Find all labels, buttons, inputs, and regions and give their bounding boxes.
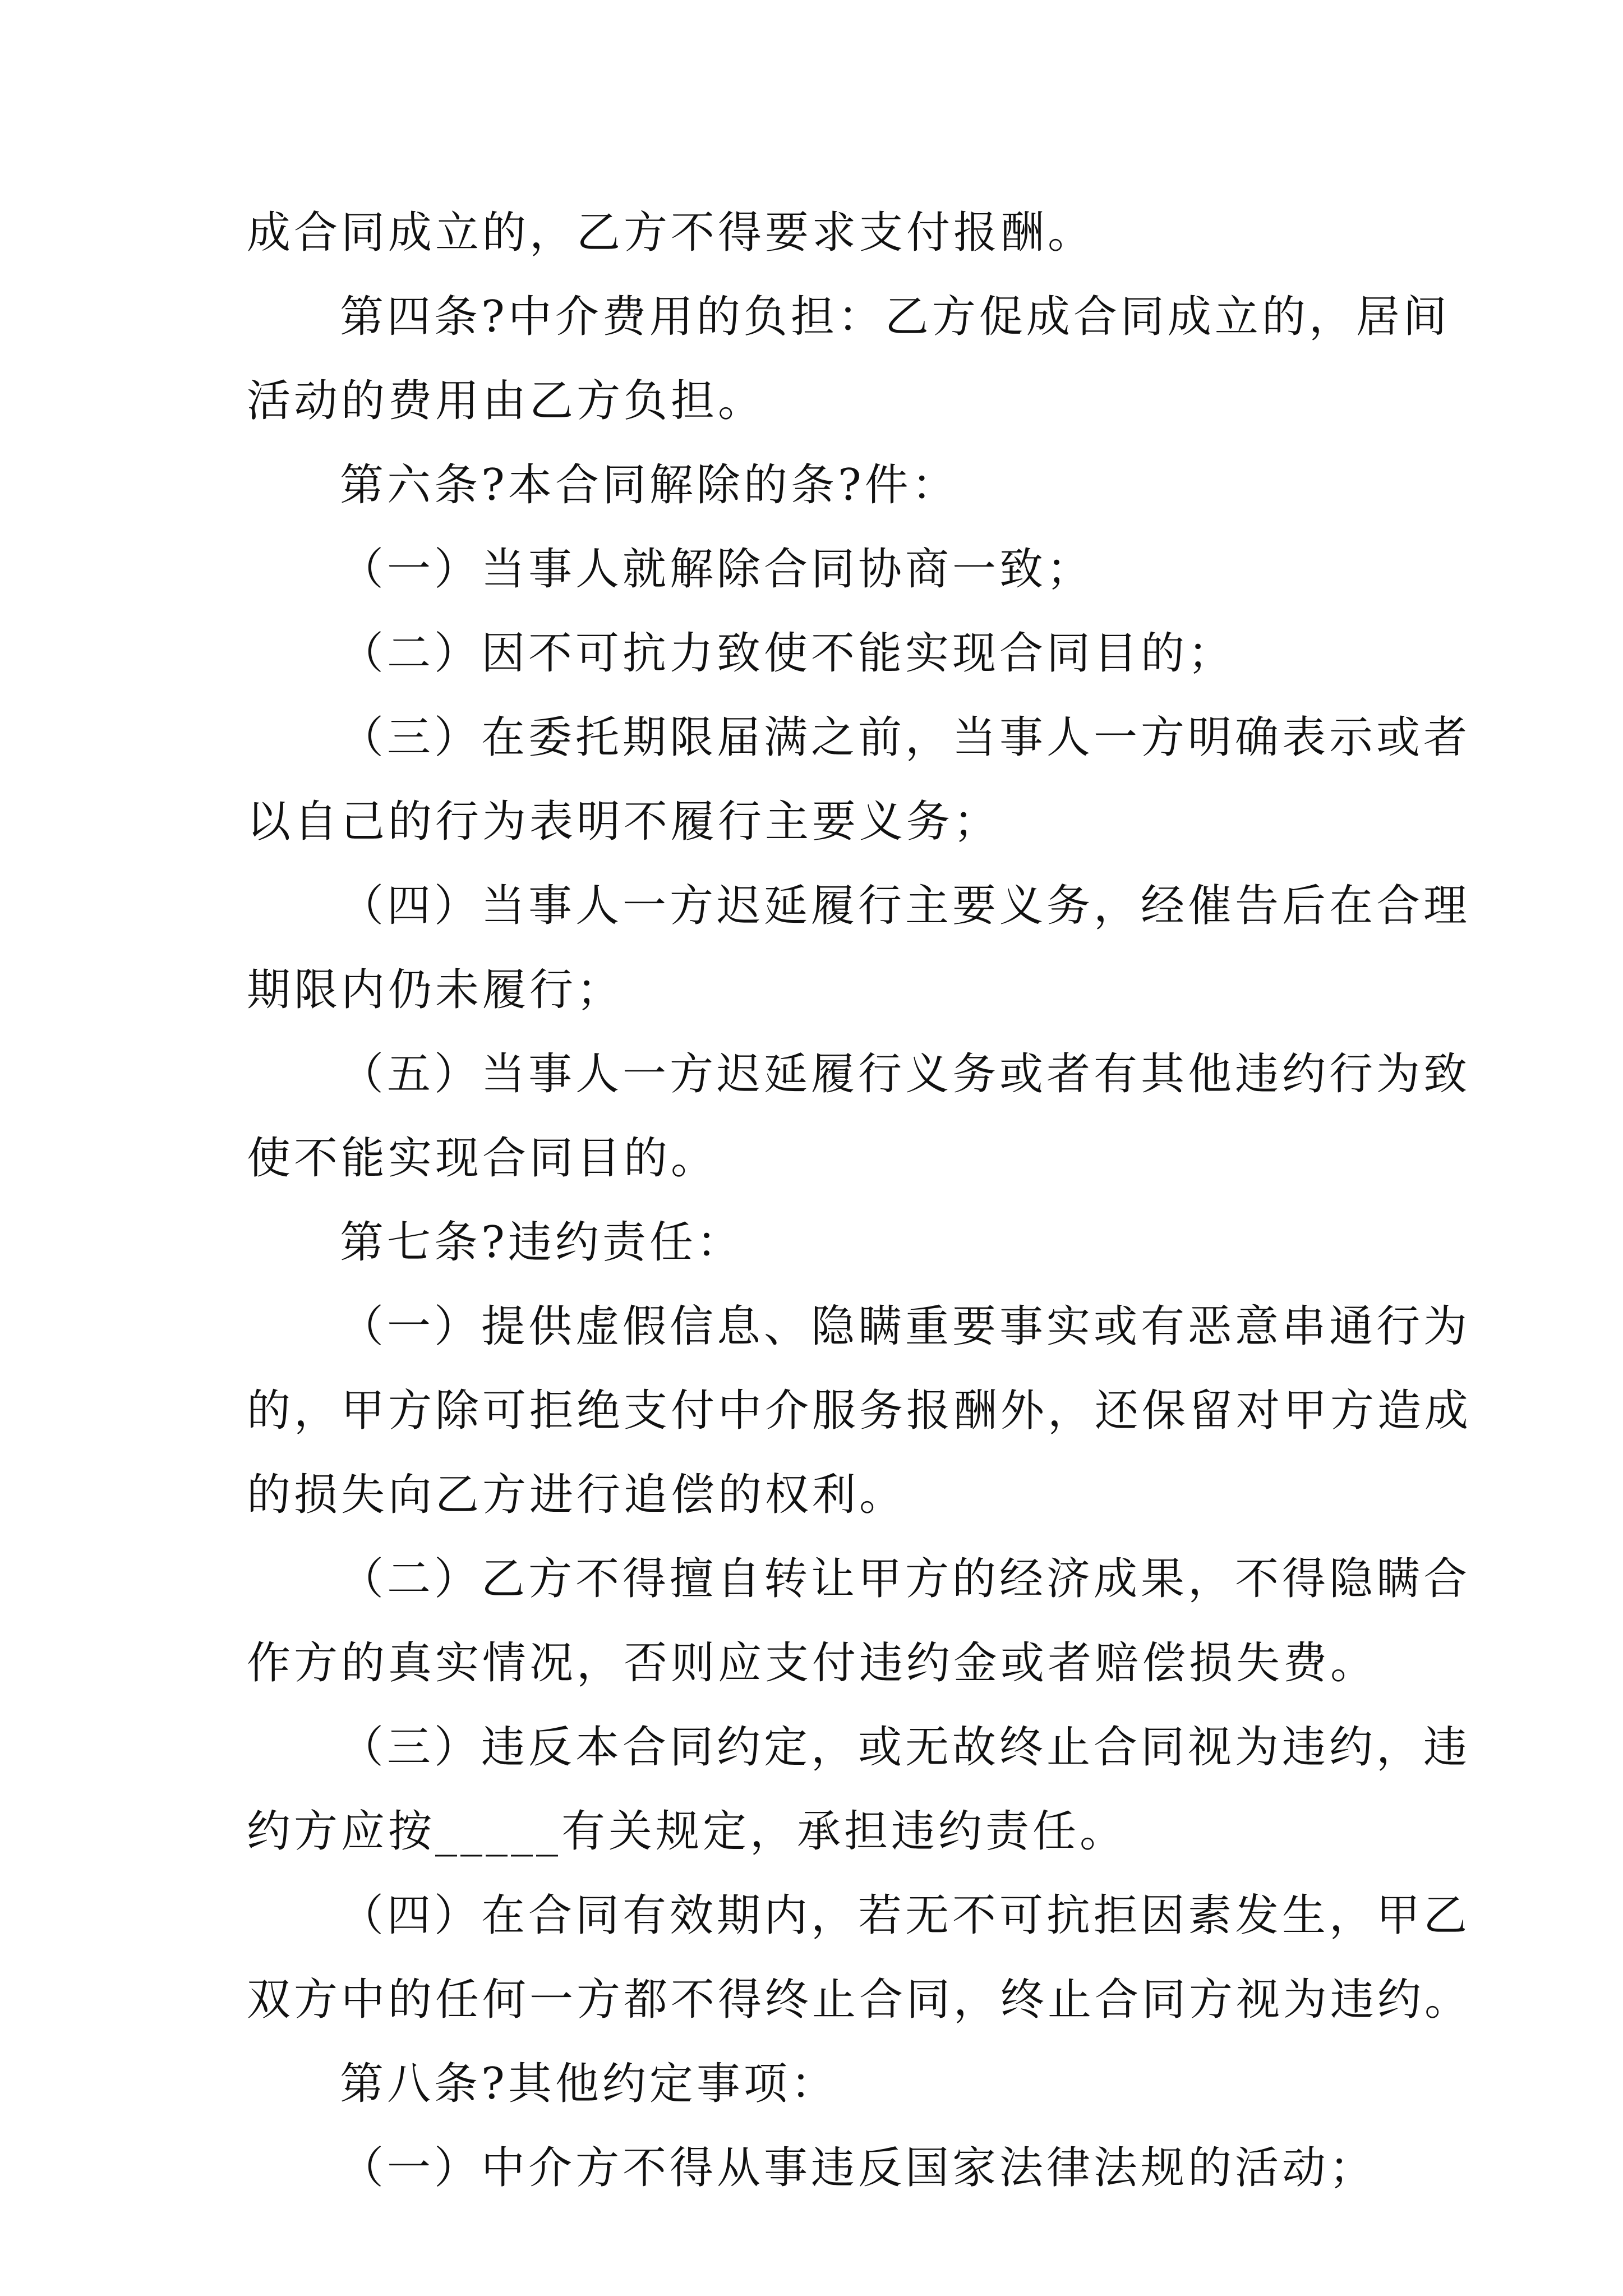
text-line: 的，甲方除可拒绝支付中介服务报酬外，还保留对甲方造成 (247, 1386, 1472, 1436)
text-line: （一）中介方不得从事违反国家法律法规的活动； (340, 2143, 1377, 2193)
text-line: 使不能实现合同目的。 (247, 1133, 718, 1184)
text-line: 作方的真实情况，否则应支付违约金或者赔偿损失费。 (247, 1638, 1378, 1688)
text-line: （二）因不可抗力致使不能实现合同目的； (340, 628, 1235, 679)
text-line: （四）在合同有效期内，若无不可抗拒因素发生，甲乙 (340, 1890, 1471, 1941)
text-line: 第七条?违约责任： (340, 1217, 744, 1268)
text-line: 第四条?中介费用的负担：乙方促成合同成立的，居间 (340, 292, 1450, 342)
text-line: （四）当事人一方迟延履行主要义务，经催告后在合理 (340, 881, 1471, 931)
text-line: （三）违反本合同约定，或无故终止合同视为违约，违 (340, 1722, 1471, 1773)
text-line: （五）当事人一方迟延履行义务或者有其他违约行为致 (340, 1049, 1471, 1099)
text-line: 以自己的行为表明不履行主要义务； (247, 797, 1001, 847)
text-line: 的损失向乙方进行追偿的权利。 (247, 1470, 907, 1520)
text-line: 第八条?其他约定事项： (340, 2059, 838, 2109)
text-line: （三）在委托期限届满之前，当事人一方明确表示或者 (340, 712, 1471, 763)
text-line: 活动的费用由乙方负担。 (247, 376, 766, 426)
text-line: 第六条?本合同解除的条?件： (340, 460, 959, 510)
text-line: 期限内仍未履行； (247, 965, 624, 1015)
text-line: （二）乙方不得擅自转让甲方的经济成果，不得隐瞒合 (340, 1554, 1471, 1604)
text-line: 双方中的任何一方都不得终止合同，终止合同方视为违约。 (247, 1975, 1472, 2025)
text-line: 成合同成立的，乙方不得要求支付报酬。 (247, 208, 1095, 258)
text-line: （一）当事人就解除合同协商一致； (340, 544, 1094, 595)
text-line: （一）提供虚假信息、隐瞒重要事实或有恶意串通行为 (340, 1301, 1471, 1352)
text-line: 约方应按_____有关规定，承担违约责任。 (247, 1806, 1127, 1857)
